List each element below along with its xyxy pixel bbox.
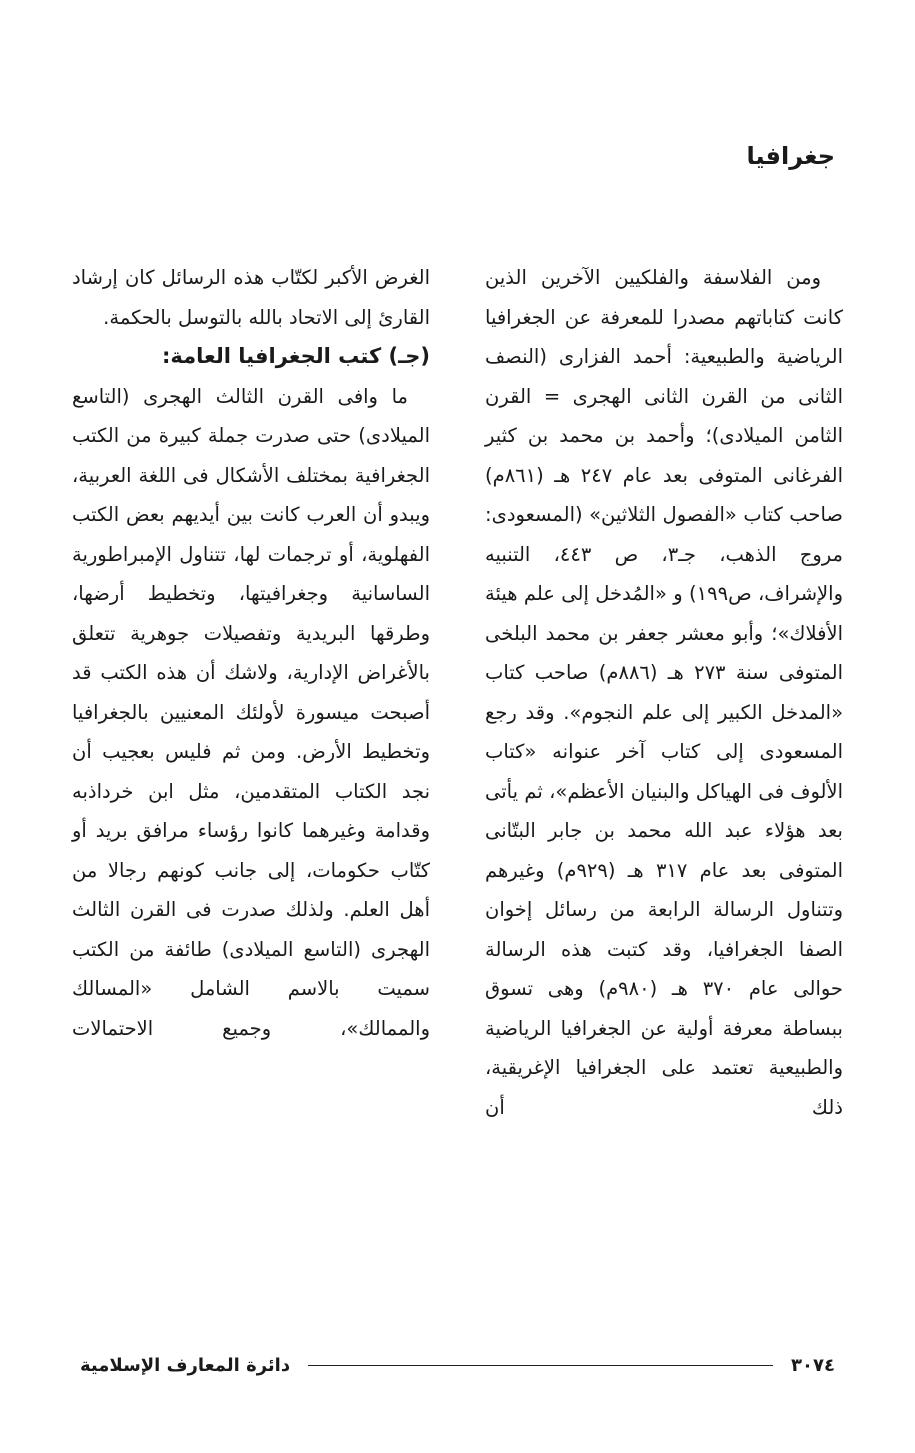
running-head: جغرافيا	[746, 142, 835, 170]
body-paragraph: ومن الفلاسفة والفلكيين الآخرين الذين كانت كتاباتهم مصدرا للمعرفة عن الجغرافيا الرياضية والطبيعية: أحمد الفزارى (النصف الثانى من القرن الثانى الهجرى = القرن الثامن الميلادى)؛ وأحمد بن محمد بن كثير الفرغانى المتوفى بعد عام ٢٤٧ هـ (٨٦١م) صاحب كتاب «الفصول الثلاثين» (المسعودى: مروج الذهب، جـ٣، ص ٤٤٣، التنبيه والإشراف، ص١٩٩) و «المُدخل إلى علم هيئة الأفلاك»؛ وأبو معشر جعفر بن محمد البلخى المتوفى سنة ٢٧٣ هـ (٨٨٦م) صاحب كتاب «المدخل الكبير إلى علم النجوم». وقد رجع المسعودى إلى كتاب آخر عنوانه «كتاب الألوف فى الهياكل والبنيان الأعظم»، ثم يأتى بعد هؤلاء عبد الله محمد بن جابر البتّانى المتوفى بعد عام ٣١٧ هـ (٩٢٩م) وغيرهم وتتناول الرسالة الرابعة من رسائل إخوان الصفا الجغرافيا، وقد كتبت هذه الرسالة حوالى عام ٣٧٠ هـ (٩٨٠م) وهى تسوق ببساطة معرفة أولية عن الجغرافيا الرياضية والطبيعية تعتمد على الجغرافيا الإغريقية، ذلك أن	[485, 266, 843, 1119]
section-heading: (جـ) كتب الجغرافيا العامة:	[162, 344, 430, 368]
page-footer	[80, 1350, 835, 1380]
footer-rule	[308, 1365, 773, 1366]
page-number: ٣٠٧٤	[791, 1354, 835, 1376]
publication-title: دائرة المعارف الإسلامية	[80, 1354, 291, 1376]
right-column	[485, 258, 843, 1127]
body-paragraph-section: ما وافى القرن الثالث الهجرى (التاسع الميلادى) حتى صدرت جملة كبيرة من الكتب الجغرافية بمختلف الأشكال فى اللغة العربية، ويبدو أن العرب كانت بين أيديهم بعض الكتب الفهلوية، أو ترجمات لها، تتناول الإمبراطورية الساسانية وجغرافيتها، وتخطيط أرضها، وطرقها البريدية وتفصيلات جوهرية تتعلق بالأغراض الإدارية، ولاشك أن هذه الكتب قد أصبحت ميسورة لأولئك المعنيين بالجغرافيا وتخطيط الأرض. ومن ثم فليس بعجيب أن نجد الكتاب المتقدمين، مثل ابن خرداذبه وقدامة وغيرهما كانوا رؤساء مرافق بريد أو كتّاب حكومات، إلى جانب كونهم رجالا من أهل العلم. ولذلك صدرت فى القرن الثالث الهجرى (التاسع الميلادى) طائفة من الكتب سميت بالاسم الشامل «المسالك والممالك»، وجميع الاحتمالات	[72, 384, 430, 1040]
body-paragraph-intro: الغرض الأكبر لكتّاب هذه الرسائل كان إرشاد القارئ إلى الاتحاد بالله بالتوسل بالحكمة.	[72, 266, 430, 329]
left-column	[72, 258, 430, 1048]
